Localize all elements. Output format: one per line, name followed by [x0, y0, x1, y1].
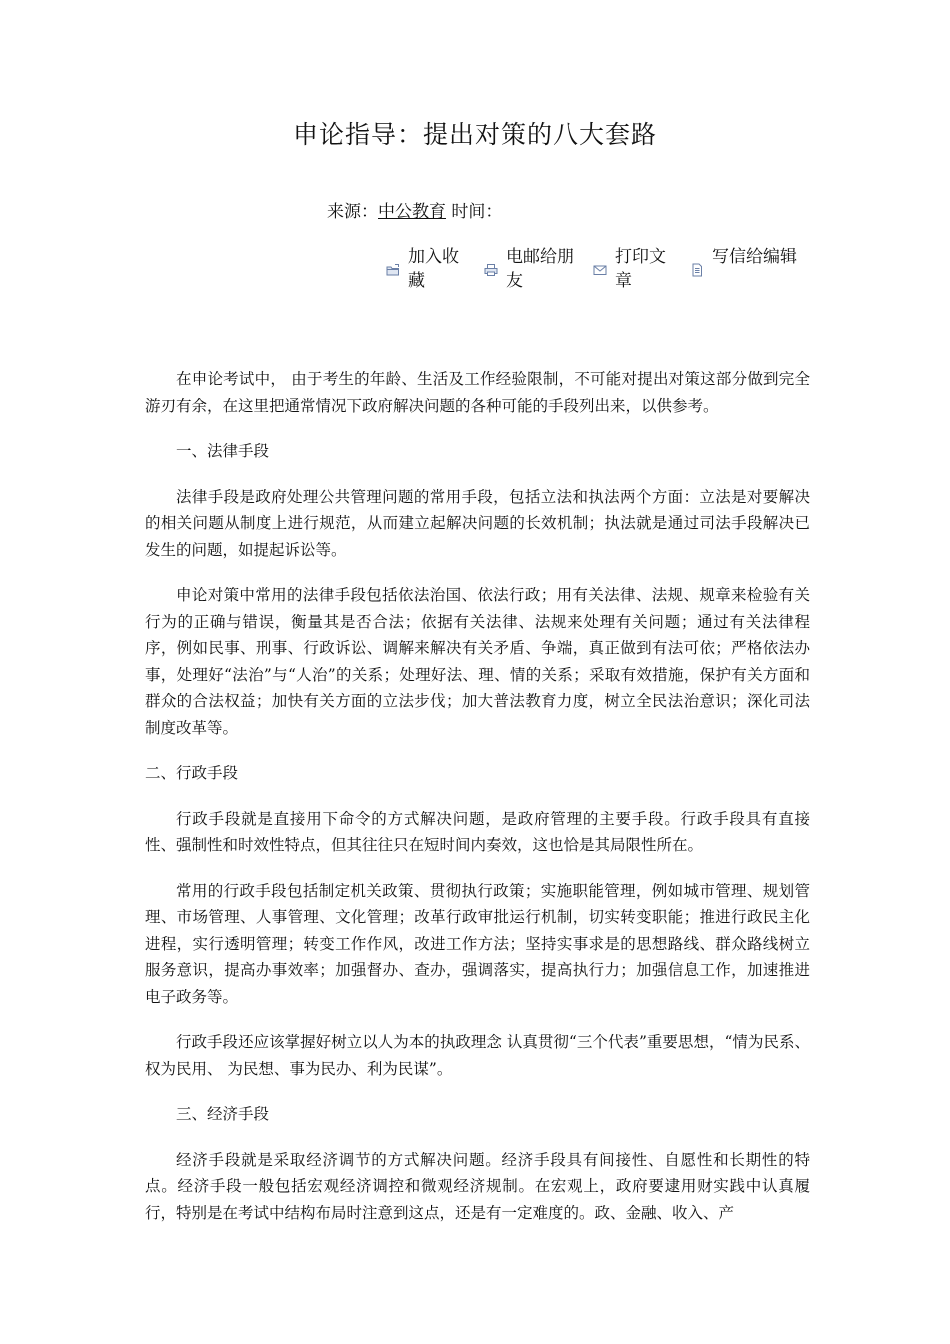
source-label: 来源： [327, 202, 378, 222]
write-editor-button[interactable] [690, 245, 822, 277]
time-label: 时间： [451, 202, 503, 222]
intro-paragraph: 在申论考试中， 由于考生的年龄、生活及工作经验限制，不可能对提出对策这部分做到完全游刃有余，在这里把通常情况下政府解决问题的各种可能的手段列出来，以供参考。 [145, 370, 810, 415]
law-paragraph-2: 申论对策中常用的法律手段包括依法治国、依法行政；用有关法律、法规、规章来检验有关行为的正确与错误，衡量其是否合法；依据有关法律、法规来处理有关问题；通过有关法律程序，例如民事、刑事、行政诉讼、调解来解决有关矛盾、争端，真正做到有法可依；严格依法办事，处理好“法治”与“人治”的关系；处理好法、理、情的关系；采取有效措施，保护有关方面和群众的合法权益；加快有关方面的立法步伐；加大普法教育力度，树立全民法治意识；深化司法制度改革等。 [145, 586, 810, 737]
article-meta [327, 198, 502, 226]
email-friend-label: 电邮给朋友 [506, 247, 574, 291]
printer-icon [484, 263, 498, 277]
section-heading-econ: 三、经济手段 [176, 1105, 270, 1123]
admin-paragraph-3: 行政手段还应该掌握好树立以人为本的执政理念 认真贯彻“三个代表”重要思想，“情为民系、权为民用、 为民想、事为民办、利为民谋”。 [145, 1033, 810, 1078]
folder-icon [386, 263, 400, 277]
write-editor-label: 写信给编辑 [712, 247, 797, 267]
document-icon [690, 263, 704, 277]
envelope-icon [593, 263, 607, 277]
econ-paragraph-1: 经济手段就是采取经济调节的方式解决问题。经济手段具有间接性、自愿性和长期性的特点。经济手段一般包括宏观经济调控和微观经济规制。在宏观上，政府要逮用财实践中认真履行，特别是在考试中结构布局时注意到这点，还是有一定难度的。政、金融、收入、产 [145, 1150, 810, 1222]
email-friend-button[interactable] [484, 245, 586, 293]
section-heading-law: 一、法律手段 [176, 442, 270, 460]
law-paragraph-1: 法律手段是政府处理公共管理问题的常用手段，包括立法和执法两个方面：立法是对要解决的相关问题从制度上进行规范，从而建立起解决问题的长效机制；执法就是通过司法手段解决已发生的问题，如提起诉讼等。 [145, 487, 810, 559]
source-link[interactable]: 中公教育 [378, 202, 446, 222]
add-favorite-button[interactable] [386, 245, 472, 293]
admin-paragraph-1: 行政手段就是直接用下命令的方式解决问题，是政府管理的主要手段。行政手段具有直接性、强制性和时效性特点，但其往往只在短时间内奏效，这也恰是其局限性所在。 [145, 809, 810, 854]
print-article-button[interactable] [593, 245, 679, 293]
add-favorite-label: 加入收藏 [408, 247, 459, 291]
print-article-label: 打印文章 [615, 247, 666, 291]
section-heading-admin: 二、行政手段 [145, 764, 239, 782]
article-body [145, 366, 810, 1245]
article-title: 申论指导：提出对策的八大套路 [292, 120, 657, 149]
admin-paragraph-2: 常用的行政手段包括制定机关政策、贯彻执行政策；实施职能管理，例如城市管理、规划管理、市场管理、人事管理、文化管理；改革行政审批运行机制，切实转变职能；推进行政民主化进程，实行透明管理；转变工作作风，改进工作方法；坚持实事求是的思想路线、群众路线树立服务意识，提高办事效率；加强督办、查办，强调落实，提高执行力；加强信息工作，加速推进电子政务等。 [145, 881, 810, 1006]
